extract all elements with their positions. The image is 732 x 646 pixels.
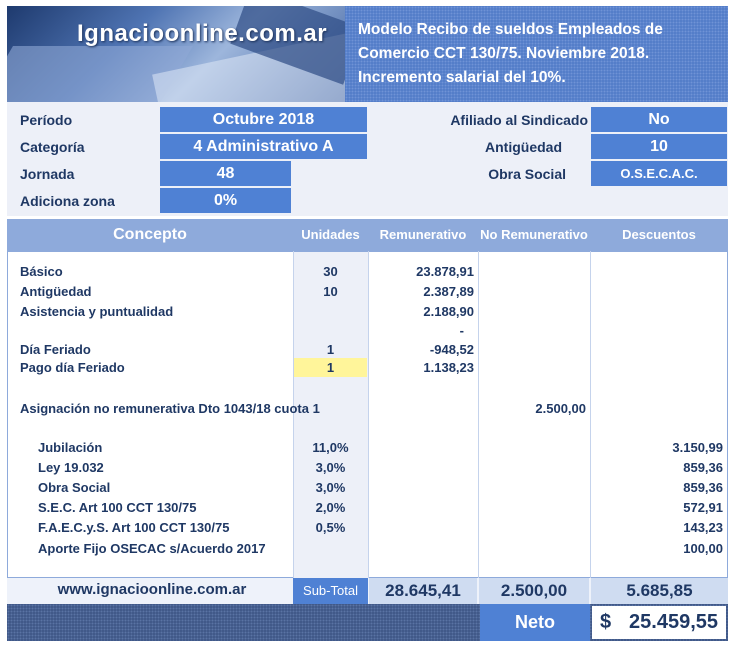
title-line-3: Incremento salarial del 10%. [358, 69, 566, 86]
row-asignacion-no-remunerativo: 2.500,00 [535, 401, 586, 416]
row-aporte-fijo-concepto: Aporte Fijo OSECAC s/Acuerdo 2017 [38, 541, 266, 556]
row-ley-descuentos: 859,36 [683, 460, 723, 475]
row-sec-descuentos: 572,91 [683, 500, 723, 515]
row-faecys-concepto: F.A.E.C.y.S. Art 100 CCT 130/75 [38, 520, 230, 535]
subtotal-label: Sub-Total [293, 578, 368, 604]
row-dia-feriado-concepto: Día Feriado [20, 342, 91, 357]
categoria-label: Categoría [20, 139, 85, 155]
antiguedad-label: Antigüedad [485, 139, 562, 155]
jornada-label: Jornada [20, 166, 75, 182]
neto-currency: $ [600, 611, 612, 633]
row-sec-concepto: S.E.C. Art 100 CCT 130/75 [38, 500, 197, 515]
site-banner-image [7, 6, 345, 102]
row-obra-social-descuentos: 859,36 [683, 480, 723, 495]
subtotal-remunerativo: 28.645,41 [369, 578, 477, 604]
document-title [345, 6, 728, 102]
website-link[interactable]: www.ignacioonline.com.ar [57, 581, 247, 598]
adiciona-zona-value[interactable]: 0% [160, 188, 291, 213]
row-faecys-unidades: 0,5% [315, 520, 346, 535]
col-remunerativo: Remunerativo [379, 227, 467, 242]
title-line-2: Comercio CCT 130/75. Noviembre 2018. [358, 45, 650, 62]
row-aporte-fijo-descuentos: 100,00 [683, 541, 723, 556]
neto-amount [592, 606, 726, 639]
row-basico-remunerativo: 23.878,91 [416, 264, 474, 279]
row-ley-unidades: 3,0% [315, 460, 346, 475]
adiciona-zona-label: Adiciona zona [20, 193, 115, 209]
jornada-value[interactable]: 48 [160, 161, 291, 186]
row-dia-feriado-unidades: 1 [326, 342, 335, 357]
obra-social-label: Obra Social [488, 166, 566, 182]
neto-label: Neto [480, 604, 590, 641]
row-jubilacion-descuentos: 3.150,99 [672, 440, 723, 455]
row-ley-concepto: Ley 19.032 [38, 460, 104, 475]
title-line-1: Modelo Recibo de sueldos Empleados de [358, 21, 663, 38]
row-basico-concepto: Básico [20, 264, 63, 279]
row-antiguedad-concepto: Antigüedad [20, 284, 92, 299]
periodo-label: Período [20, 112, 73, 128]
periodo-value[interactable]: Octubre 2018 [160, 107, 367, 132]
row-jubilacion-concepto: Jubilación [38, 440, 103, 455]
subtotal-descuentos: 5.685,85 [591, 578, 728, 604]
row-asistencia-concepto: Asistencia y puntualidad [20, 304, 174, 319]
row-pago-feriado-remunerativo: 1.138,23 [423, 360, 474, 375]
row-obra-social-unidades: 3,0% [315, 480, 346, 495]
col-descuentos: Descuentos [622, 227, 696, 242]
row-obra-social-concepto: Obra Social [38, 480, 111, 495]
col-no-remunerativo: No Remunerativo [480, 227, 588, 242]
col-unidades: Unidades [301, 227, 360, 242]
row-basico-unidades: 30 [323, 264, 338, 279]
col-concepto: Concepto [113, 226, 187, 243]
row-sec-unidades: 2,0% [315, 500, 346, 515]
row-empty-remunerativo: - [459, 323, 464, 338]
payslip-sheet [2, 2, 730, 642]
neto-value: 25.459,55 [629, 611, 718, 633]
afiliado-value[interactable]: No [591, 107, 727, 132]
row-asignacion-concepto: Asignación no remunerativa Dto 1043/18 cuota 1 [20, 401, 320, 416]
categoria-value[interactable]: 4 Administrativo A [160, 134, 367, 159]
site-title: Ignacioonline.com.ar [77, 20, 328, 47]
row-antiguedad-unidades: 10 [323, 284, 338, 299]
obra-social-value[interactable]: O.S.E.C.A.C. [591, 161, 727, 186]
subtotal-no-remunerativo: 2.500,00 [479, 578, 589, 604]
afiliado-label: Afiliado al Sindicado [450, 112, 588, 128]
row-asistencia-remunerativo: 2.188,90 [423, 304, 474, 319]
row-dia-feriado-remunerativo: -948,52 [429, 342, 474, 357]
row-jubilacion-unidades: 11,0% [312, 440, 349, 455]
row-faecys-descuentos: 143,23 [683, 520, 723, 535]
row-antiguedad-remunerativo: 2.387,89 [423, 284, 474, 299]
antiguedad-value[interactable]: 10 [591, 134, 727, 159]
row-pago-feriado-unidades[interactable]: 1 [294, 358, 367, 377]
row-pago-feriado-concepto: Pago día Feriado [20, 360, 125, 375]
